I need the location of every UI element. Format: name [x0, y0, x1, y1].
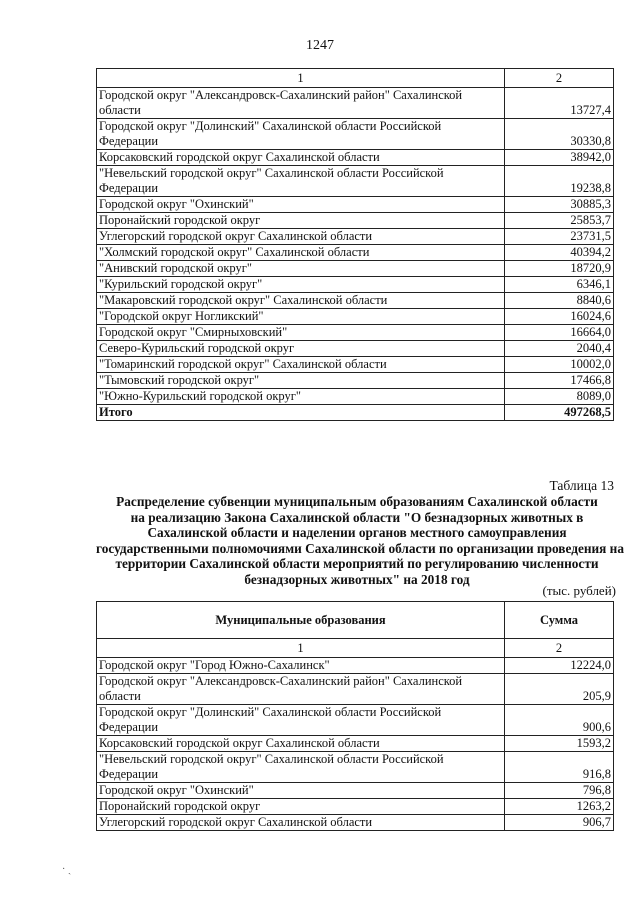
table-column-numbers — [97, 69, 614, 88]
table-body — [97, 88, 614, 405]
table-row — [97, 213, 614, 229]
municipality-name: Городской округ "Охинский" — [97, 783, 505, 799]
table-row — [97, 229, 614, 245]
municipality-name: Поронайский городской округ — [97, 213, 505, 229]
table-row — [97, 357, 614, 373]
table-title — [96, 494, 624, 587]
table-row — [97, 736, 614, 752]
subsidy-amount: 205,9 — [505, 674, 614, 705]
municipality-name: "Анивский городской округ" — [97, 261, 505, 277]
municipality-name: Городской округ "Александровск-Сахалинский район" Сахалинской области — [97, 88, 505, 119]
municipality-name: "Макаровский городской округ" Сахалинской области — [97, 293, 505, 309]
table-row — [97, 309, 614, 325]
table-row — [97, 815, 614, 831]
subsidy-amount: 8840,6 — [505, 293, 614, 309]
column-number-2: 2 — [505, 639, 614, 658]
municipality-name: Городской округ "Охинский" — [97, 197, 505, 213]
municipality-name: Городской округ "Долинский" Сахалинской области Российской Федерации — [97, 705, 505, 736]
column-number-1: 1 — [97, 69, 505, 88]
table-label: Таблица 13 — [549, 478, 614, 493]
subsidy-amount: 30330,8 — [505, 119, 614, 150]
table-row — [97, 166, 614, 197]
municipality-name: "Невельский городской округ" Сахалинской области Российской Федерации — [97, 166, 505, 197]
table-row — [97, 245, 614, 261]
page-number: 1247 — [306, 38, 334, 53]
subsidy-amount: 916,8 — [505, 752, 614, 783]
municipality-name: Поронайский городской округ — [97, 799, 505, 815]
column-number-1: 1 — [97, 639, 505, 658]
table-row — [97, 705, 614, 736]
subsidy-amount: 8089,0 — [505, 389, 614, 405]
municipality-name: Корсаковский городской округ Сахалинской области — [97, 150, 505, 166]
scan-mark: · ˎ — [62, 864, 72, 875]
municipality-name: "Курильский городской округ" — [97, 277, 505, 293]
municipality-name: Углегорский городской округ Сахалинской области — [97, 815, 505, 831]
subsidy-amount: 19238,8 — [505, 166, 614, 197]
subsidy-amount: 6346,1 — [505, 277, 614, 293]
municipality-name: "Тымовский городской округ" — [97, 373, 505, 389]
table-row — [97, 658, 614, 674]
subsidy-amount: 16024,6 — [505, 309, 614, 325]
table-row — [97, 341, 614, 357]
table-row — [97, 752, 614, 783]
title-line: Распределение субвенции муниципальным образованиям Сахалинской области — [116, 494, 598, 509]
municipality-name: Корсаковский городской округ Сахалинской области — [97, 736, 505, 752]
subsidy-amount: 38942,0 — [505, 150, 614, 166]
table-row — [97, 325, 614, 341]
subsidy-amount: 16664,0 — [505, 325, 614, 341]
table-body — [97, 658, 614, 831]
municipality-name: "Холмский городской округ" Сахалинской области — [97, 245, 505, 261]
subsidy-amount: 2040,4 — [505, 341, 614, 357]
subsidy-amount: 40394,2 — [505, 245, 614, 261]
column-number-2: 2 — [505, 69, 614, 88]
municipality-name: "Южно-Курильский городской округ" — [97, 389, 505, 405]
total-value: 497268,5 — [505, 405, 614, 421]
table-row — [97, 674, 614, 705]
title-line: на реализацию Закона Сахалинской области "О безнадзорных животных в — [130, 509, 584, 525]
table-row — [97, 293, 614, 309]
title-line: государственными полномочиями Сахалинской области по организации проведения на — [96, 540, 624, 556]
total-label: Итого — [97, 405, 505, 421]
table-row — [97, 150, 614, 166]
units-label: (тыс. рублей) — [542, 583, 616, 598]
subsidy-amount: 23731,5 — [505, 229, 614, 245]
table-row — [97, 261, 614, 277]
subsidy-amount: 25853,7 — [505, 213, 614, 229]
municipality-name: Городской округ "Долинский" Сахалинской области Российской Федерации — [97, 119, 505, 150]
table-row — [97, 277, 614, 293]
municipality-name: Городской округ "Смирныховский" — [97, 325, 505, 341]
table-row — [97, 119, 614, 150]
subsidy-amount: 10002,0 — [505, 357, 614, 373]
subsidy-amount: 30885,3 — [505, 197, 614, 213]
total-row — [97, 405, 614, 421]
table-row — [97, 88, 614, 119]
subsidy-table-13 — [96, 601, 614, 831]
table-row — [97, 197, 614, 213]
municipality-name: Северо-Курильский городской округ — [97, 341, 505, 357]
municipality-name: Городской округ "Город Южно-Сахалинск" — [97, 658, 505, 674]
subsidy-amount: 796,8 — [505, 783, 614, 799]
subsidy-amount: 13727,4 — [505, 88, 614, 119]
municipality-name: "Городской округ Ногликский" — [97, 309, 505, 325]
subsidy-amount: 18720,9 — [505, 261, 614, 277]
table-row — [97, 373, 614, 389]
subsidy-amount: 17466,8 — [505, 373, 614, 389]
subsidy-amount: 900,6 — [505, 705, 614, 736]
municipality-name: Углегорский городской округ Сахалинской области — [97, 229, 505, 245]
municipality-name: "Томаринский городской округ" Сахалинской области — [97, 357, 505, 373]
table-row — [97, 799, 614, 815]
title-line: территории Сахалинской области мероприятий по регулированию численности — [115, 556, 599, 571]
title-line: безнадзорных животных" на 2018 год — [244, 571, 470, 587]
municipality-name: Городской округ "Александровск-Сахалинский район" Сахалинской области — [97, 674, 505, 705]
table-row — [97, 783, 614, 799]
title-line: Сахалинской области и наделении органов местного самоуправления — [147, 525, 567, 540]
column-header-municipalities: Муниципальные образования — [97, 602, 505, 639]
column-header-sum: Сумма — [505, 602, 614, 639]
subsidy-amount: 12224,0 — [505, 658, 614, 674]
table-column-headers — [97, 602, 614, 639]
table-row — [97, 389, 614, 405]
table-column-numbers — [97, 639, 614, 658]
subsidy-table-continued — [96, 68, 614, 421]
municipality-name: "Невельский городской округ" Сахалинской области Российской Федерации — [97, 752, 505, 783]
subsidy-amount: 1263,2 — [505, 799, 614, 815]
subsidy-amount: 906,7 — [505, 815, 614, 831]
subsidy-amount: 1593,2 — [505, 736, 614, 752]
